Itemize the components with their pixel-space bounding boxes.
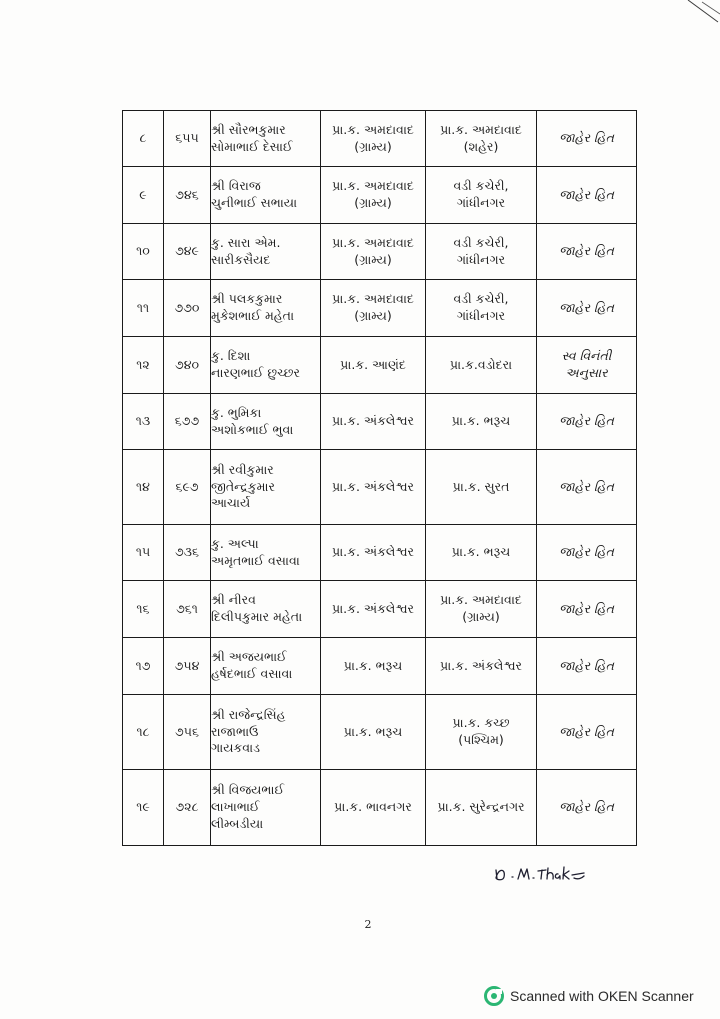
table-row [123, 111, 637, 167]
reason-cell [537, 581, 637, 638]
transfer-table-body [123, 111, 637, 846]
id-number-cell: ૭૫૪ [164, 638, 211, 695]
name-cell [211, 167, 321, 224]
name-line: અશોકભાઈ ભુવા [211, 421, 294, 437]
name-line: શ્રી રાજેન્દ્રસિંહ [211, 706, 286, 722]
to-office-cell [426, 581, 537, 638]
reason-line: જાહેર હિત [559, 413, 614, 429]
table-row [123, 224, 637, 280]
serial-cell: ૧૦ [123, 224, 164, 280]
to-office-line: પ્રા.ક. અમદાવાદ [440, 592, 522, 608]
from-office-line: (ગ્રામ્ય) [354, 251, 392, 267]
name-cell [211, 224, 321, 280]
reason-cell [537, 337, 637, 394]
from-office-cell [321, 224, 426, 280]
from-office-cell [321, 525, 426, 581]
to-office-line: (શહેર) [463, 138, 499, 154]
serial-cell: ૧૭ [123, 638, 164, 695]
name-line: જીતેન્દ્રકુમાર [211, 478, 275, 494]
serial-cell: ૧૨ [123, 337, 164, 394]
serial-cell: ૯ [123, 167, 164, 224]
id-number-cell: ૬૯૭ [164, 450, 211, 525]
name-line: કુ. અલ્પા [211, 535, 259, 551]
to-office-line: પ્રા.ક. સુરત [452, 478, 510, 494]
from-office-line: પ્રા.ક. અમદાવાદ [332, 121, 414, 137]
from-office-line: પ્રા.ક. અમદાવાદ [332, 234, 414, 250]
serial-cell: ૧૯ [123, 770, 164, 846]
from-office-cell [321, 581, 426, 638]
id-number-cell: ૬૭૭ [164, 394, 211, 450]
reason-line: જાહેર હિત [559, 299, 614, 315]
oken-scanner-logo-icon [484, 986, 504, 1006]
to-office-line: (પશ્ચિમ) [458, 732, 504, 747]
from-office-cell [321, 450, 426, 525]
to-office-line: (ગ્રામ્ય) [462, 609, 500, 624]
name-line: હર્ષદભાઈ વસાવા [211, 666, 293, 681]
name-cell [211, 337, 321, 394]
name-line: કુ. દિશા [211, 348, 251, 364]
from-office-cell [321, 167, 426, 224]
from-office-line: પ્રા.ક. અંકલેશ્વર [331, 544, 415, 560]
reason-line: જાહેર હિત [559, 243, 614, 259]
reason-cell [537, 770, 637, 846]
name-line: સોમાભાઈ દેસાઈ [211, 138, 293, 154]
to-office-line: વડી કચેરી, [453, 291, 509, 307]
to-office-line: પ્રા.ક. ભરૂચ [451, 544, 511, 560]
name-cell [211, 638, 321, 695]
to-office-line: પ્રા.ક. ભરૂચ [451, 413, 511, 429]
reason-cell [537, 450, 637, 525]
name-line: શ્રી અજયભાઈ [211, 649, 287, 665]
page-number: 2 [364, 918, 372, 931]
to-office-line: ગાંધીનગર [456, 308, 506, 323]
reason-cell [537, 394, 637, 450]
id-number-cell: ૭૪૬ [164, 167, 211, 224]
from-office-cell [321, 638, 426, 695]
reason-cell [537, 280, 637, 337]
transfer-table [122, 110, 637, 846]
to-office-cell [426, 111, 537, 167]
name-line: શ્રી પલકકુમાર [211, 291, 283, 307]
name-line: શ્રી રવીકુમાર [211, 461, 274, 477]
reason-cell [537, 224, 637, 280]
name-line: નારણભાઈ છુચ્છર [211, 365, 300, 380]
id-number-cell: ૭૪૯ [164, 224, 211, 280]
from-office-line: પ્રા.ક. અંકલેશ્વર [331, 478, 415, 494]
reason-line: જાહેર હિત [559, 723, 614, 739]
from-office-cell [321, 111, 426, 167]
reason-line: જાહેર હિત [559, 186, 614, 202]
name-line: આચાર્ય [211, 495, 251, 511]
table-row [123, 695, 637, 770]
reason-line: જાહેર હિત [559, 657, 614, 673]
to-office-cell [426, 695, 537, 770]
name-line: શ્રી સૌરભકુમાર [211, 121, 286, 137]
name-line: ચુનીભાઈ સભાયા [211, 195, 298, 210]
to-office-cell [426, 638, 537, 695]
name-line: લીમ્બડીયા [211, 815, 264, 831]
name-cell [211, 581, 321, 638]
to-office-line: વડી કચેરી, [453, 234, 509, 250]
serial-cell: ૧૩ [123, 394, 164, 450]
reason-line: જાહેર હિત [559, 478, 614, 494]
to-office-line: પ્રા.ક. કચ્છ [452, 715, 510, 731]
to-office-cell [426, 525, 537, 581]
to-office-cell [426, 167, 537, 224]
table-row [123, 394, 637, 450]
from-office-line: પ્રા.ક. ભાવનગર [334, 799, 412, 815]
table-row [123, 581, 637, 638]
to-office-line: પ્રા.ક. સુરેન્દ્રનગર [437, 799, 525, 815]
table-row [123, 337, 637, 394]
to-office-cell [426, 337, 537, 394]
id-number-cell: ૭૬૧ [164, 581, 211, 638]
table-row [123, 167, 637, 224]
page-corner-fold [660, 0, 720, 60]
to-office-cell [426, 394, 537, 450]
serial-cell: ૧૪ [123, 450, 164, 525]
serial-cell: ૮ [123, 111, 164, 167]
to-office-line: વડી કચેરી, [453, 178, 509, 194]
reason-cell [537, 111, 637, 167]
to-office-cell [426, 770, 537, 846]
to-office-cell [426, 224, 537, 280]
from-office-line: પ્રા.ક. અમદાવાદ [332, 291, 414, 307]
to-office-cell [426, 280, 537, 337]
name-line: અમૃતભાઈ વસાવા [211, 552, 300, 568]
to-office-line: ગાંધીનગર [456, 195, 506, 210]
from-office-line: (ગ્રામ્ય) [354, 195, 392, 210]
reason-line: અનુસાર [565, 365, 608, 380]
id-number-cell: ૭૫૬ [164, 695, 211, 770]
reason-line: જાહેર હિત [559, 130, 614, 146]
from-office-cell [321, 695, 426, 770]
from-office-line: પ્રા.ક. આણંદ [340, 356, 406, 372]
from-office-line: પ્રા.ક. અંકલેશ્વર [331, 600, 415, 616]
serial-cell: ૧૧ [123, 280, 164, 337]
to-office-line: ગાંધીનગર [456, 251, 506, 267]
name-line: કુ. ભુમિકા [211, 404, 262, 420]
signature [492, 862, 588, 884]
name-line: કુ. સારા એમ. [211, 234, 281, 250]
table-row [123, 770, 637, 846]
name-line: ગાયકવાડ [211, 740, 260, 756]
name-cell [211, 280, 321, 337]
from-office-line: (ગ્રામ્ય) [354, 138, 392, 154]
name-cell [211, 450, 321, 525]
to-office-line: પ્રા.ક. અમદાવાદ [440, 121, 522, 137]
from-office-cell [321, 394, 426, 450]
reason-line: સ્વ વિનંતી [561, 348, 612, 364]
from-office-line: પ્રા.ક. અંકલેશ્વર [331, 413, 415, 429]
to-office-cell [426, 450, 537, 525]
name-cell [211, 111, 321, 167]
reason-cell [537, 167, 637, 224]
table-row [123, 450, 637, 525]
from-office-line: (ગ્રામ્ય) [354, 308, 392, 323]
reason-line: જાહેર હિત [559, 600, 614, 616]
reason-cell [537, 525, 637, 581]
id-number-cell: ૭૨૮ [164, 770, 211, 846]
reason-cell [537, 695, 637, 770]
table-row [123, 525, 637, 581]
id-number-cell: ૬૫૫ [164, 111, 211, 167]
from-office-line: પ્રા.ક. અમદાવાદ [332, 178, 414, 194]
id-number-cell: ૭૪૦ [164, 337, 211, 394]
scanner-watermark [484, 985, 694, 1007]
from-office-line: પ્રા.ક. ભરૂચ [343, 657, 403, 673]
id-number-cell: ૭૩૬ [164, 525, 211, 581]
name-line: રાજાભાઉ [211, 723, 259, 739]
name-line: શ્રી વિરાજ [211, 178, 261, 194]
name-line: મુકેશભાઈ મહેતા [211, 308, 295, 323]
name-line: શ્રી વિજયભાઈ [211, 782, 285, 798]
id-number-cell: ૭૭૦ [164, 280, 211, 337]
reason-line: જાહેર હિત [559, 544, 614, 560]
name-line: સારીકસૈયદ [211, 251, 271, 267]
table-row [123, 638, 637, 695]
name-cell [211, 394, 321, 450]
from-office-line: પ્રા.ક. ભરૂચ [343, 723, 403, 739]
name-line: દિલીપકુમાર મહેતા [211, 609, 303, 624]
serial-cell: ૧૫ [123, 525, 164, 581]
name-line: લાખાભાઈ [211, 799, 260, 815]
reason-line: જાહેર હિત [559, 799, 614, 815]
reason-cell [537, 638, 637, 695]
table-row [123, 280, 637, 337]
from-office-cell [321, 337, 426, 394]
serial-cell: ૧૮ [123, 695, 164, 770]
scanner-watermark-text: Scanned with OKEN Scanner [510, 988, 694, 1004]
name-cell [211, 525, 321, 581]
serial-cell: ૧૬ [123, 581, 164, 638]
name-line: શ્રી નીરવ [211, 592, 256, 608]
from-office-cell [321, 280, 426, 337]
to-office-line: પ્રા.ક.વડોદરા [449, 356, 513, 372]
to-office-line: પ્રા.ક. અંકલેશ્વર [439, 657, 523, 673]
name-cell [211, 695, 321, 770]
name-cell [211, 770, 321, 846]
from-office-cell [321, 770, 426, 846]
